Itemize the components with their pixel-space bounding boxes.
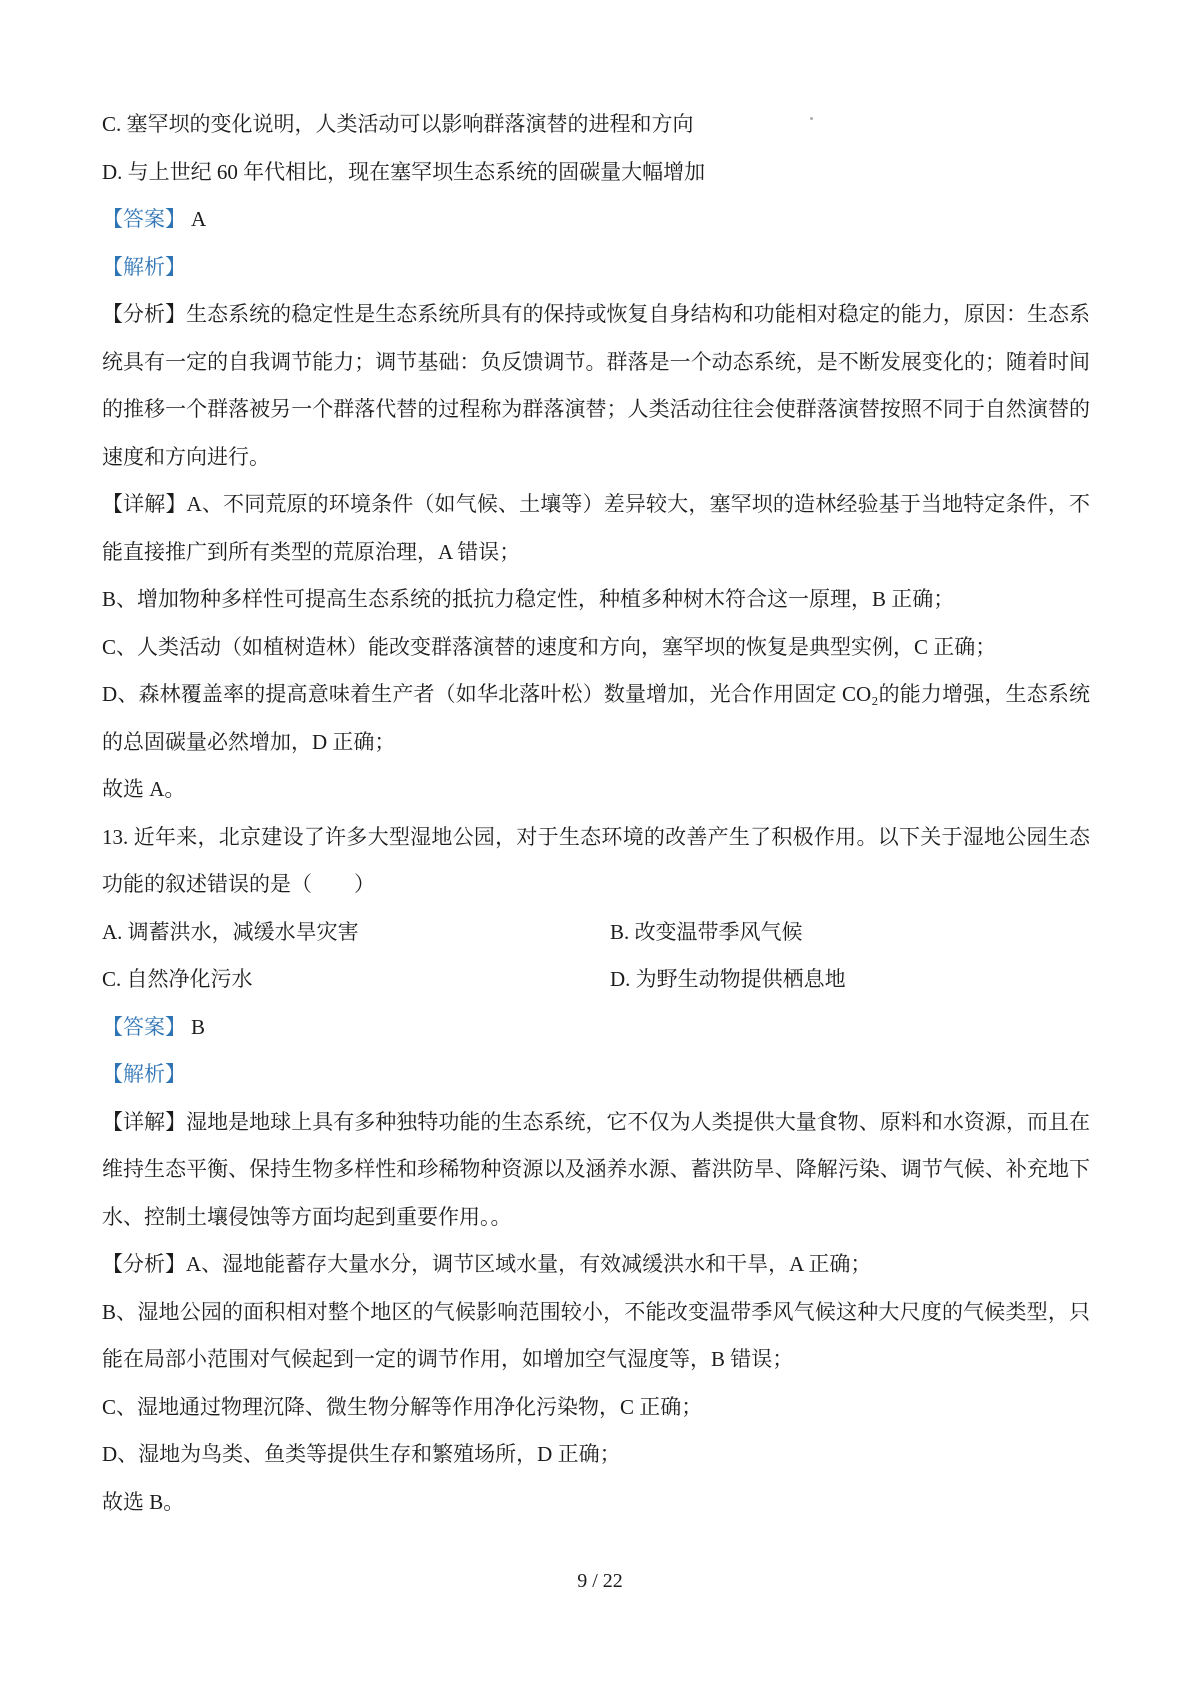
q13-fenxi-b <box>102 1289 1090 1384</box>
q12-xiangjie-c-text: C、人类活动（如植树造林）能改变群落演替的速度和方向，塞罕坝的恢复是典型实例，C 正确； <box>102 634 997 659</box>
q13-answer-value: B <box>191 1014 206 1039</box>
q12-conclusion <box>102 766 1090 814</box>
q12-xiangjie-d-text: D、森林覆盖率的提高意味着生产者（如华北落叶松）数量增加，光合作用固定 CO₂的能力增强，生态系统的总固碳量必然增加，D 正确； <box>102 682 1090 754</box>
q13-stem-text: 13. 近年来，北京建设了许多大型湿地公园，对于生态环境的改善产生了积极作用。以下关于湿地公园生态功能的叙述错误的是（ ） <box>102 824 1090 896</box>
q12-fenxi-label: 【分析】 <box>102 302 187 326</box>
q13-fenxi-d-text: D、湿地为鸟类、鱼类等提供生存和繁殖场所，D 正确； <box>102 1442 621 1466</box>
q12-analysis-heading <box>102 244 1090 292</box>
q13-option-a: A. 调蓄洪水，减缓水旱灾害 <box>102 919 359 944</box>
q13-option-d: D. 为野生动物提供栖息地 <box>610 967 846 991</box>
q12-fenxi-paragraph <box>102 291 1090 481</box>
q13-fenxi-label: 【分析】 <box>102 1252 186 1276</box>
q13-fenxi-d <box>102 1431 1090 1479</box>
q13-fenxi-c <box>102 1384 1090 1432</box>
q12-xiangjie-b <box>102 576 1090 624</box>
q13-fenxi-c-text: C、湿地通过物理沉降、微生物分解等作用净化污染物，C 正确； <box>102 1394 703 1419</box>
q12-conclusion-text: 故选 A。 <box>102 777 186 801</box>
q12-answer-line <box>102 196 1090 244</box>
q13-fenxi-a <box>102 1241 1090 1289</box>
q12-answer-value: A <box>191 207 207 231</box>
q12-xiangjie-label: 【详解】 <box>102 492 187 516</box>
q13-option-c: C. 自然净化污水 <box>102 967 253 991</box>
q13-fenxi-b-text: B、湿地公园的面积相对整个地区的气候影响范围较小，不能改变温带季风气候这种大尺度的气候类型，只能在局部小范围对气候起到一定的调节作用，如增加空气湿度等，B 错误； <box>102 1299 1090 1371</box>
q12-analysis-label: 【解析】 <box>102 254 186 279</box>
q12-option-d-text: D. 与上世纪 60 年代相比，现在塞罕坝生态系统的固碳量大幅增加 <box>102 159 706 184</box>
q13-xiangjie-label: 【详解】 <box>102 1109 187 1134</box>
q12-option-c <box>102 101 1090 149</box>
q12-xiangjie-d <box>102 671 1090 766</box>
q13-answer-line <box>102 1004 1090 1052</box>
exam-answer-sheet <box>102 101 1090 1526</box>
q13-analysis-label: 【解析】 <box>102 1062 186 1086</box>
q13-answer-label: 【答案】 <box>102 1014 186 1039</box>
q12-xiangjie-c <box>102 624 1090 672</box>
q13-xiangjie-text: 湿地是地球上具有多种独特功能的生态系统，它不仅为人类提供大量食物、原料和水资源，而且在维持生态平衡、保持生物多样性和珍稀物种资源以及涵养水源、蓄洪防旱、降解污染、调节气候、补充地下水、控制土壤侵蚀等方面均起到重要作用。。 <box>102 1109 1091 1229</box>
q13-analysis-heading <box>102 1051 1090 1099</box>
q12-option-c-text: C. 塞罕坝的变化说明，人类活动可以影响群落演替的进程和方向 <box>102 112 694 136</box>
q13-xiangjie-paragraph <box>102 1099 1090 1242</box>
q12-answer-label: 【答案】 <box>102 207 186 231</box>
q13-option-b: B. 改变温带季风气候 <box>610 919 803 944</box>
q13-conclusion <box>102 1479 1090 1527</box>
q13-options-row-2 <box>102 956 1090 1004</box>
q12-fenxi-text: 生态系统的稳定性是生态系统所具有的保持或恢复自身结构和功能相对稳定的能力，原因：生态系统具有一定的自我调节能力；调节基础：负反馈调节。群落是一个动态系统，是不断发展变化的；随着时间的推移一个群落被另一个群落代替的过程称为群落演替；人类活动往往会使群落演替按照不同于自然演替的速度和方向进行。 <box>102 302 1091 469</box>
q13-stem <box>102 814 1090 909</box>
q12-xiangjie-b-text: B、增加物种多样性可提高生态系统的抵抗力稳定性，种植多种树木符合这一原理，B 正确； <box>102 587 955 611</box>
page-number: 9 / 22 <box>577 1570 623 1592</box>
q13-fenxi-a-text: A、湿地能蓄存大量水分，调节区域水量，有效减缓洪水和干旱，A 正确； <box>186 1252 872 1276</box>
q12-option-d <box>102 149 1090 197</box>
q13-conclusion-text: 故选 B。 <box>102 1489 185 1514</box>
q13-options-row-1 <box>102 909 1090 957</box>
q12-xiangjie-a-text: A、不同荒原的环境条件（如气候、土壤等）差异较大，塞罕坝的造林经验基于当地特定条件，不能直接推广到所有类型的荒原治理，A 错误； <box>102 492 1090 564</box>
q12-xiangjie-a <box>102 481 1090 576</box>
